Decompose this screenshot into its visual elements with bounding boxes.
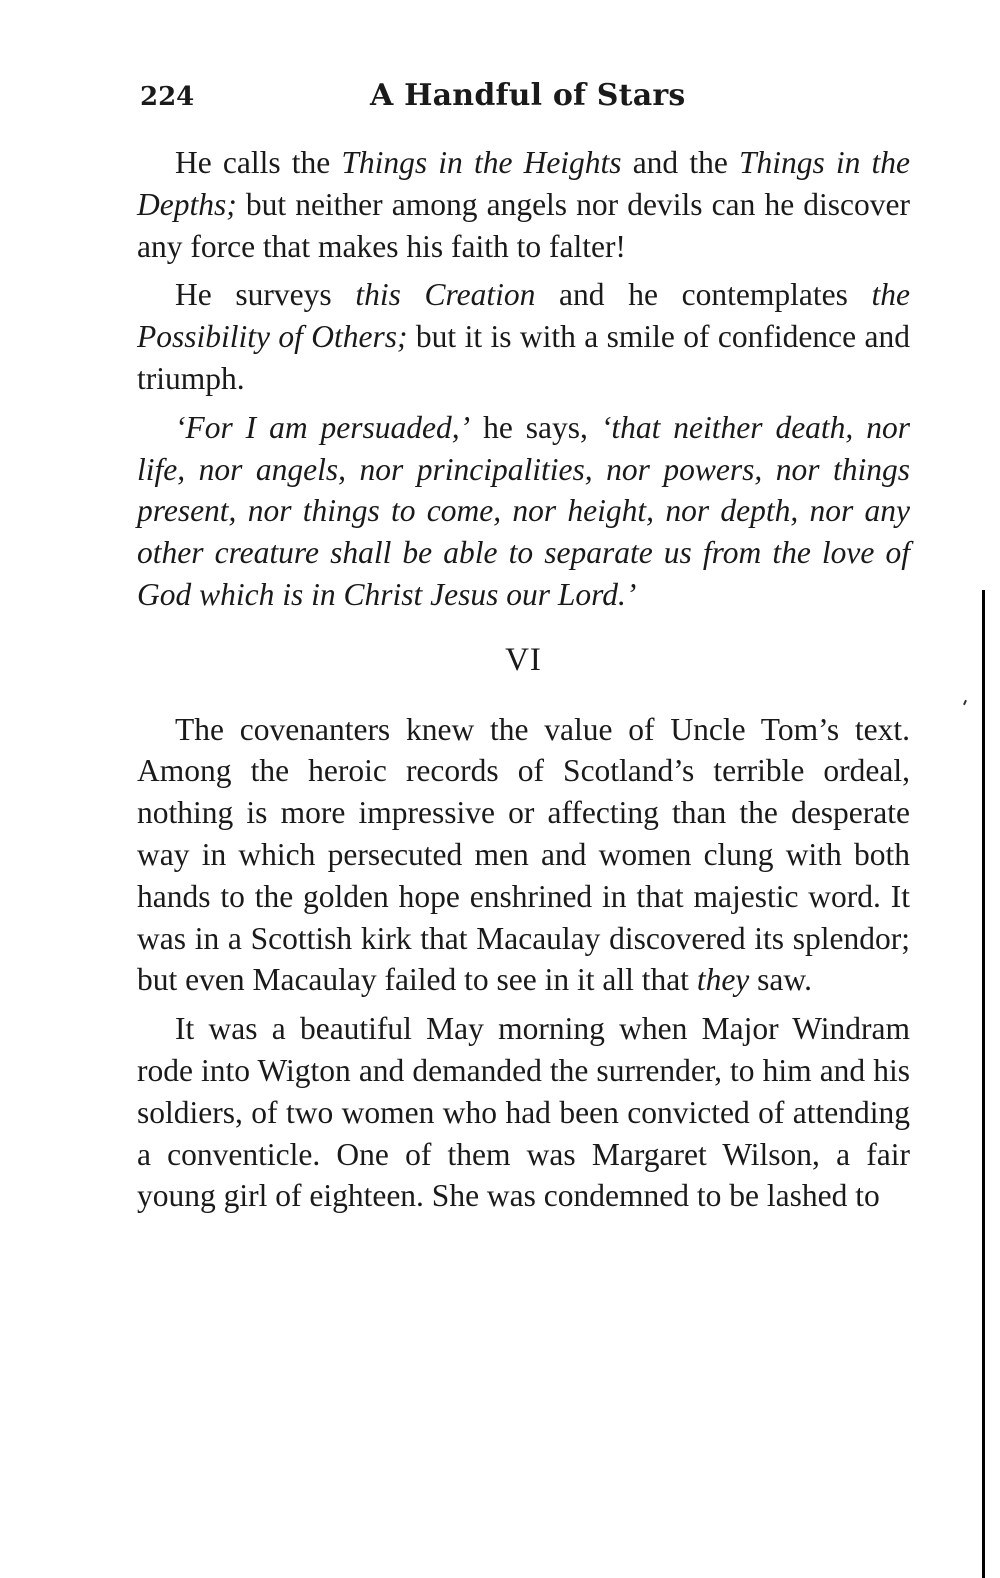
paragraph-2-italic-2: the Possibility of Others; — [137, 277, 910, 355]
paragraph-1-italic-1: Things in the Heights — [341, 145, 622, 180]
section-heading: VI — [505, 641, 542, 678]
paragraph-1-text-3: but neither among angels nor devils can he discover any force that makes his faith to falter! — [137, 186, 910, 264]
paragraph-5-text-1: It was a beautiful May morning when Major Windram rode into Wigton and demanded the surrender, to him and his soldiers, of two women who had been convicted of attending a conventicle. One of them was Margaret Wilson, a fair young girl of eighteen. She was condemned to be lashed to — [137, 1011, 910, 1214]
paragraph-1-text-2: and the — [621, 145, 739, 180]
ink-speck — [963, 700, 967, 705]
running-title: A Handful of Stars — [370, 78, 686, 113]
paragraph-1 — [137, 142, 910, 267]
page-header — [140, 78, 910, 118]
paragraph-3 — [137, 407, 910, 616]
paragraph-2-text-3: but it is with a smile of confidence and triumph. — [137, 319, 910, 396]
paragraph-1-text-1: He calls the — [175, 145, 342, 180]
paragraph-4-italic-1: they — [696, 962, 750, 998]
paragraph-3-text-1: he says, — [470, 409, 601, 445]
paragraph-4-text-1: The covenanters knew the value of Uncle Tom’s text. Among the heroic records of Scotland’s terrible ordeal, nothing is more impressive or affecting than the desperate way in which persecuted men and women clung with both hands to the golden hope enshrined in that majestic word. It was in a Scottish kirk that Macaulay discovered its splendor; but even Macaulay failed to see in it all that — [137, 711, 910, 998]
paragraph-2-text-2: and he contemplates — [535, 277, 872, 313]
body-text — [137, 142, 910, 1224]
paragraph-5 — [137, 1008, 910, 1217]
page-edge-line — [982, 590, 985, 1578]
paragraph-4-text-2: saw. — [749, 962, 812, 998]
paragraph-4 — [137, 709, 910, 1002]
paragraph-2-text-1: He surveys — [175, 277, 356, 313]
paragraph-1-italic-2: Things in the Depths; — [137, 145, 911, 222]
paragraph-3-italic-2: ‘that neither death, nor life, nor angels, nor principalities, nor powers, nor things present, nor things to come, nor height, nor depth, nor any other creature shall be able to separate us from the love of God which is in Christ Jesus our Lord.’ — [137, 409, 911, 612]
paragraph-2 — [137, 274, 910, 399]
paragraph-2-italic-1: this Creation — [355, 277, 536, 313]
paragraph-3-italic-1: ‘For I am persuaded,’ — [175, 409, 471, 445]
page-number: 224 — [140, 82, 195, 112]
